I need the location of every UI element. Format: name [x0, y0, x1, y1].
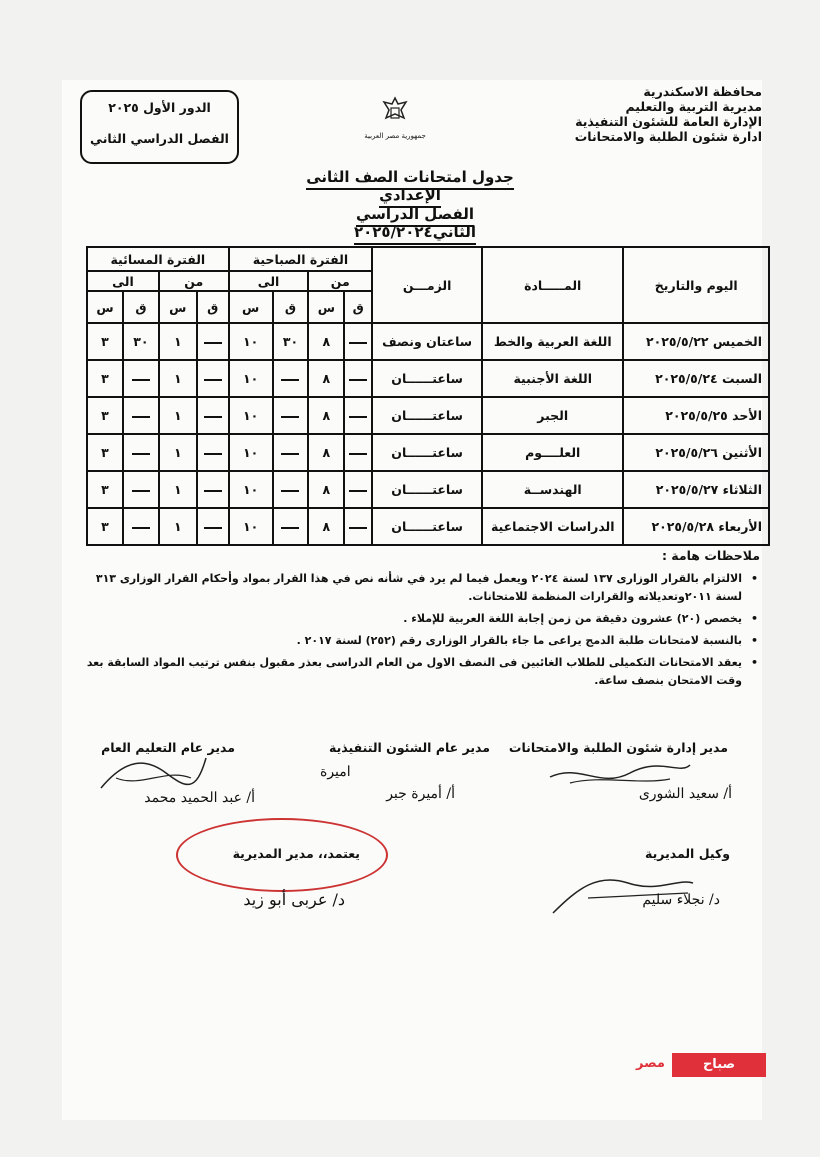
time-cell: ٣ — [87, 323, 123, 360]
exec-scribble: اميرة — [320, 764, 351, 780]
dash-mark — [132, 490, 150, 492]
duration-cell: ساعتــــــان — [372, 434, 482, 471]
watermark-logo — [636, 1053, 766, 1077]
time-cell: ٣ — [87, 471, 123, 508]
time-cell: ١ — [159, 397, 197, 434]
exec-name: أ/ أميرة جبر — [386, 786, 455, 802]
header-q: ق — [273, 291, 309, 323]
header-duration: الزمـــن — [372, 247, 482, 323]
subject-cell: اللغة الأجنبية — [482, 360, 624, 397]
time-cell: ٨ — [308, 360, 344, 397]
exam-round: الدور الأول ٢٠٢٥ — [108, 100, 211, 115]
header-q: ق — [123, 291, 159, 323]
time-cell: ١٠ — [229, 397, 273, 434]
time-cell: ١٠ — [229, 360, 273, 397]
duration-cell: ساعتــــــان — [372, 508, 482, 545]
note-item: • يعقد الامتحانات التكميلى للطلاب الغائبين فى النصف الاول من العام الدراسى بعذر مقبول بنفس ترتيب المواد السابقة بعد وقت الامتحان بنصف ساعة. — [70, 654, 760, 690]
time-cell: ٣ — [87, 397, 123, 434]
empty-cell — [123, 397, 159, 434]
time-cell: ٣ — [87, 434, 123, 471]
watermark-box: صباح — [672, 1053, 766, 1077]
empty-cell — [273, 397, 309, 434]
header-to: الى — [229, 271, 309, 291]
header-line: الإدارة العامة للشئون التنفيذية — [575, 114, 762, 129]
dash-mark — [204, 527, 222, 529]
dash-mark — [204, 453, 222, 455]
empty-cell — [123, 360, 159, 397]
dash-mark — [281, 379, 299, 381]
ministry-header — [562, 84, 762, 144]
day-cell: الثلاثاء ٢٠٢٥/٥/٢٧ — [623, 471, 769, 508]
dash-mark — [349, 416, 367, 418]
students-affairs-title: مدير إدارة شئون الطلبة والامتحانات — [508, 740, 728, 755]
empty-cell — [123, 434, 159, 471]
duration-cell: ساعتــــــان — [372, 471, 482, 508]
dash-mark — [349, 379, 367, 381]
subject-cell: العلــــوم — [482, 434, 624, 471]
dash-mark — [349, 490, 367, 492]
time-cell: ١ — [159, 360, 197, 397]
time-cell: ٣ — [87, 508, 123, 545]
notes-list — [70, 570, 760, 694]
empty-cell — [273, 471, 309, 508]
time-cell: ١ — [159, 508, 197, 545]
time-cell: ١ — [159, 323, 197, 360]
header-q: ق — [344, 291, 372, 323]
time-cell: ١٠ — [229, 323, 273, 360]
table-row — [87, 323, 769, 360]
table-row — [87, 508, 769, 545]
empty-cell — [273, 434, 309, 471]
header-morning: الفترة الصباحية — [229, 247, 373, 271]
time-cell: ٨ — [308, 434, 344, 471]
empty-cell — [123, 471, 159, 508]
dash-mark — [132, 453, 150, 455]
subject-cell: الجبر — [482, 397, 624, 434]
dash-mark — [349, 453, 367, 455]
table-row — [87, 397, 769, 434]
header-from: من — [159, 271, 229, 291]
approve-name: د/ عربى أبو زيد — [243, 890, 345, 909]
eagle-icon — [380, 96, 410, 128]
header-from: من — [308, 271, 372, 291]
dash-mark — [281, 527, 299, 529]
header-to: الى — [87, 271, 159, 291]
time-cell: ٨ — [308, 508, 344, 545]
time-cell: ٣٠ — [273, 323, 309, 360]
dash-mark — [204, 342, 222, 344]
header-subject: المـــــادة — [482, 247, 624, 323]
empty-cell — [197, 323, 229, 360]
empty-cell — [197, 360, 229, 397]
empty-cell — [197, 508, 229, 545]
page-subtitle: الفصل الدراسي الثاني٢٠٢٥/٢٠٢٤ — [300, 205, 530, 241]
table-row — [87, 360, 769, 397]
day-cell: الأربعاء ٢٠٢٥/٥/٢٨ — [623, 508, 769, 545]
watermark-text: مصر — [636, 1056, 665, 1071]
time-cell: ٨ — [308, 471, 344, 508]
dash-mark — [349, 342, 367, 344]
dash-mark — [204, 490, 222, 492]
empty-cell — [273, 360, 309, 397]
header-day: اليوم والتاريخ — [623, 247, 769, 323]
empty-cell — [197, 471, 229, 508]
education-name: أ/ عبد الحميد محمد — [144, 790, 255, 806]
empty-cell — [197, 434, 229, 471]
dash-mark — [281, 490, 299, 492]
deputy-name: د/ نجلاء سليم — [642, 892, 720, 908]
exam-schedule-table — [86, 246, 770, 546]
exec-title: مدير عام الشئون التنفيذية — [329, 740, 490, 755]
dash-mark — [281, 453, 299, 455]
time-cell: ١٠ — [229, 434, 273, 471]
empty-cell — [197, 397, 229, 434]
header-line: محافظة الاسكندرية — [643, 84, 762, 99]
round-info-box — [80, 90, 239, 164]
header-evening: الفترة المسائية — [87, 247, 229, 271]
eagle-emblem — [360, 96, 430, 152]
time-cell: ١٠ — [229, 508, 273, 545]
time-cell: ٣٠ — [123, 323, 159, 360]
emblem-caption: جمهورية مصر العربية — [364, 132, 426, 140]
note-item: • الالتزام بالقرار الوزارى ١٣٧ لسنة ٢٠٢٤ ويعمل فيما لم يرد في شأنه نص في هذا القرار بمواد وأحكام القرار الوزارى ٣١٣ لسنة ٢٠١١وتعديلاته والقرارات المنظمة للامتحانات. — [70, 570, 760, 606]
dash-mark — [204, 379, 222, 381]
time-cell: ١ — [159, 434, 197, 471]
empty-cell — [123, 508, 159, 545]
duration-cell: ساعتــــــان — [372, 397, 482, 434]
time-cell: ١٠ — [229, 471, 273, 508]
empty-cell — [344, 434, 372, 471]
subject-cell: الهندســة — [482, 471, 624, 508]
time-cell: ١ — [159, 471, 197, 508]
empty-cell — [344, 471, 372, 508]
empty-cell — [344, 360, 372, 397]
empty-cell — [344, 323, 372, 360]
header-line: مديرية التربية والتعليم — [625, 99, 762, 114]
dash-mark — [132, 379, 150, 381]
notes-title: ملاحظات هامة : — [661, 548, 760, 563]
note-item: • بالنسبة لامتحانات طلبة الدمج يراعى ما جاء بالقرار الوزارى رقم (٢٥٢) لسنة ٢٠١٧ . — [70, 632, 760, 650]
header-q: ق — [197, 291, 229, 323]
header-s: س — [229, 291, 273, 323]
dash-mark — [349, 527, 367, 529]
table-row — [87, 434, 769, 471]
dash-mark — [281, 416, 299, 418]
header-line: ادارة شئون الطلبة والامتحانات — [574, 129, 762, 144]
table-row — [87, 471, 769, 508]
subject-cell: الدراسات الاجتماعية — [482, 508, 624, 545]
duration-cell: ساعتان ونصف — [372, 323, 482, 360]
day-cell: الأحد ٢٠٢٥/٥/٢٥ — [623, 397, 769, 434]
day-cell: الأثنين ٢٠٢٥/٥/٢٦ — [623, 434, 769, 471]
dash-mark — [132, 527, 150, 529]
exam-term: الفصل الدراسي الثاني — [90, 131, 229, 146]
approve-title: يعتمد،، مدير المديرية — [232, 846, 360, 861]
time-cell: ٨ — [308, 323, 344, 360]
subject-cell: اللغة العربية والخط — [482, 323, 624, 360]
page-title: جدول امتحانات الصف الثانى الإعدادي — [280, 168, 540, 204]
header-s: س — [308, 291, 344, 323]
day-cell: السبت ٢٠٢٥/٥/٢٤ — [623, 360, 769, 397]
note-item: • يخصص (٢٠) عشرون دقيقة من زمن إجابة اللغة العربية للإملاء . — [70, 610, 760, 628]
time-cell: ٨ — [308, 397, 344, 434]
day-cell: الخميس ٢٠٢٥/٥/٢٢ — [623, 323, 769, 360]
duration-cell: ساعتــــــان — [372, 360, 482, 397]
deputy-title: وكيل المديرية — [645, 846, 730, 861]
empty-cell — [344, 397, 372, 434]
header-s: س — [87, 291, 123, 323]
education-title: مدير عام التعليم العام — [101, 740, 235, 755]
dash-mark — [132, 416, 150, 418]
time-cell: ٣ — [87, 360, 123, 397]
empty-cell — [344, 508, 372, 545]
students-affairs-name: أ/ سعيد الشورى — [638, 786, 732, 802]
header-s: س — [159, 291, 197, 323]
dash-mark — [204, 416, 222, 418]
empty-cell — [273, 508, 309, 545]
